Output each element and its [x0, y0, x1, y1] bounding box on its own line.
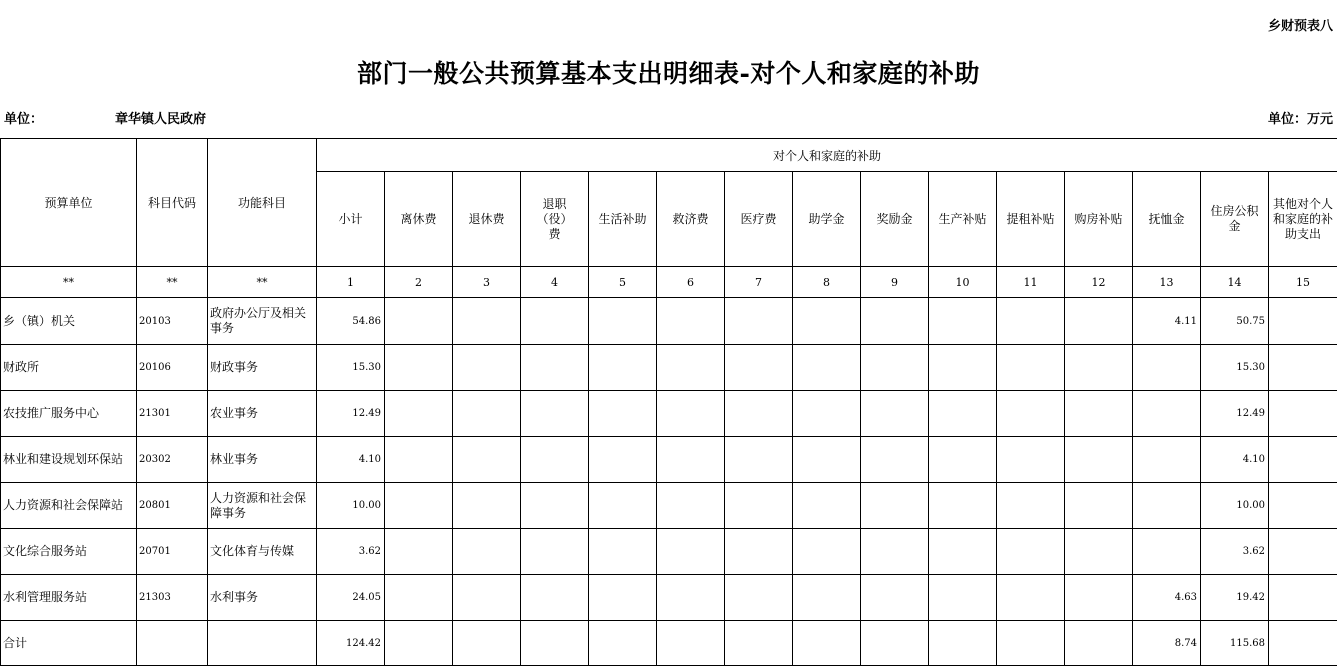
value-cell — [1269, 621, 1337, 666]
value-cell: 24.05 — [317, 575, 385, 621]
marker-cell: 13 — [1133, 267, 1201, 298]
column-header: 医疗费 — [725, 172, 793, 267]
function-subject-cell: 政府办公厅及相关事务 — [208, 298, 317, 345]
value-cell — [453, 529, 521, 575]
table-row — [1, 529, 1337, 575]
value-cell — [589, 391, 657, 437]
value-cell — [1133, 437, 1201, 483]
marker-cell: ** — [208, 267, 317, 298]
value-cell — [1269, 529, 1337, 575]
value-cell — [453, 621, 521, 666]
budget-unit-cell: 水利管理服务站 — [1, 575, 137, 621]
value-cell — [589, 437, 657, 483]
value-cell — [725, 437, 793, 483]
value-cell — [385, 483, 453, 529]
function-subject-cell: 文化体育与传媒 — [208, 529, 317, 575]
value-cell — [657, 575, 725, 621]
value-cell — [1269, 437, 1337, 483]
column-header: 生活补助 — [589, 172, 657, 267]
total-row — [1, 621, 1337, 666]
value-cell: 8.74 — [1133, 621, 1201, 666]
value-cell — [929, 345, 997, 391]
value-cell — [861, 437, 929, 483]
value-cell — [521, 298, 589, 345]
marker-cell: 3 — [453, 267, 521, 298]
subject-code-cell: 20801 — [137, 483, 208, 529]
value-cell — [929, 621, 997, 666]
value-cell — [725, 483, 793, 529]
header-function-subject: 功能科目 — [208, 139, 317, 267]
value-cell — [1133, 391, 1201, 437]
header-group: 对个人和家庭的补助 — [317, 139, 1337, 172]
value-cell — [657, 529, 725, 575]
value-cell: 4.10 — [1201, 437, 1269, 483]
value-cell: 3.62 — [317, 529, 385, 575]
column-header: 其他对个人和家庭的补助支出 — [1269, 172, 1337, 267]
value-cell — [1065, 437, 1133, 483]
budget-unit-cell: 林业和建设规划环保站 — [1, 437, 137, 483]
value-cell — [929, 391, 997, 437]
value-cell — [589, 298, 657, 345]
value-cell: 4.10 — [317, 437, 385, 483]
value-cell — [725, 575, 793, 621]
column-header: 退职（役）费 — [521, 172, 589, 267]
value-cell — [589, 621, 657, 666]
value-cell — [1065, 529, 1133, 575]
value-cell — [793, 298, 861, 345]
budget-unit-cell: 财政所 — [1, 345, 137, 391]
budget-unit-cell: 合计 — [1, 621, 137, 666]
value-cell — [861, 575, 929, 621]
value-cell — [521, 483, 589, 529]
value-cell — [657, 483, 725, 529]
marker-cell: 7 — [725, 267, 793, 298]
marker-cell: 11 — [997, 267, 1065, 298]
value-cell — [1065, 575, 1133, 621]
value-cell — [1065, 483, 1133, 529]
value-cell: 50.75 — [1201, 298, 1269, 345]
column-header: 奖励金 — [861, 172, 929, 267]
column-header: 生产补贴 — [929, 172, 997, 267]
subject-code-cell: 20106 — [137, 345, 208, 391]
marker-cell: 1 — [317, 267, 385, 298]
value-cell — [793, 345, 861, 391]
column-header: 抚恤金 — [1133, 172, 1201, 267]
column-header: 提租补贴 — [997, 172, 1065, 267]
value-cell — [589, 529, 657, 575]
budget-unit-cell: 农技推广服务中心 — [1, 391, 137, 437]
value-cell: 4.11 — [1133, 298, 1201, 345]
value-cell — [929, 298, 997, 345]
column-header: 购房补贴 — [1065, 172, 1133, 267]
value-cell — [453, 391, 521, 437]
marker-cell: 10 — [929, 267, 997, 298]
value-cell — [861, 483, 929, 529]
function-subject-cell: 农业事务 — [208, 391, 317, 437]
table-row — [1, 483, 1337, 529]
value-cell — [521, 345, 589, 391]
value-cell — [1269, 298, 1337, 345]
value-cell — [793, 391, 861, 437]
function-subject-cell — [208, 621, 317, 666]
marker-cell: ** — [1, 267, 137, 298]
value-cell — [521, 529, 589, 575]
column-header: 助学金 — [793, 172, 861, 267]
value-cell — [725, 298, 793, 345]
subject-code-cell: 21301 — [137, 391, 208, 437]
money-unit: 单位：万元 — [1267, 112, 1333, 127]
value-cell — [385, 621, 453, 666]
marker-cell: 6 — [657, 267, 725, 298]
value-cell — [657, 391, 725, 437]
value-cell — [861, 391, 929, 437]
value-cell — [1133, 483, 1201, 529]
value-cell — [453, 298, 521, 345]
value-cell — [997, 575, 1065, 621]
table-row — [1, 391, 1337, 437]
value-cell — [1065, 621, 1133, 666]
marker-cell: 12 — [1065, 267, 1133, 298]
value-cell: 19.42 — [1201, 575, 1269, 621]
value-cell — [997, 621, 1065, 666]
value-cell — [997, 437, 1065, 483]
budget-unit-cell: 乡（镇）机关 — [1, 298, 137, 345]
value-cell — [1269, 345, 1337, 391]
value-cell: 10.00 — [1201, 483, 1269, 529]
marker-cell: 4 — [521, 267, 589, 298]
value-cell: 54.86 — [317, 298, 385, 345]
subject-code-cell: 20302 — [137, 437, 208, 483]
header-budget-unit: 预算单位 — [1, 139, 137, 267]
value-cell — [589, 345, 657, 391]
value-cell — [929, 437, 997, 483]
value-cell — [725, 529, 793, 575]
value-cell — [997, 345, 1065, 391]
value-cell — [521, 391, 589, 437]
value-cell — [793, 621, 861, 666]
value-cell — [861, 529, 929, 575]
column-header: 小计 — [317, 172, 385, 267]
marker-row — [1, 267, 1337, 298]
value-cell — [1269, 391, 1337, 437]
value-cell — [997, 298, 1065, 345]
value-cell — [929, 529, 997, 575]
value-cell — [929, 575, 997, 621]
column-header: 救济费 — [657, 172, 725, 267]
value-cell — [861, 345, 929, 391]
subject-code-cell: 20103 — [137, 298, 208, 345]
value-cell — [657, 298, 725, 345]
value-cell — [997, 391, 1065, 437]
header-subject-code: 科目代码 — [137, 139, 208, 267]
value-cell — [1269, 575, 1337, 621]
table-row — [1, 345, 1337, 391]
function-subject-cell: 财政事务 — [208, 345, 317, 391]
value-cell — [997, 483, 1065, 529]
value-cell — [521, 621, 589, 666]
table-row — [1, 437, 1337, 483]
function-subject-cell: 水利事务 — [208, 575, 317, 621]
value-cell: 3.62 — [1201, 529, 1269, 575]
table-code: 乡财预表八 — [1267, 19, 1333, 34]
value-cell — [657, 345, 725, 391]
value-cell — [589, 483, 657, 529]
function-subject-cell: 人力资源和社会保障事务 — [208, 483, 317, 529]
value-cell — [1065, 391, 1133, 437]
value-cell: 124.42 — [317, 621, 385, 666]
value-cell — [453, 437, 521, 483]
marker-cell: 8 — [793, 267, 861, 298]
value-cell — [1065, 298, 1133, 345]
subject-code-cell — [137, 621, 208, 666]
value-cell — [385, 391, 453, 437]
value-cell: 12.49 — [1201, 391, 1269, 437]
value-cell — [793, 437, 861, 483]
value-cell — [385, 575, 453, 621]
value-cell — [1133, 529, 1201, 575]
value-cell — [385, 298, 453, 345]
column-header: 住房公积金 — [1201, 172, 1269, 267]
marker-cell: 14 — [1201, 267, 1269, 298]
value-cell — [725, 621, 793, 666]
marker-cell: 2 — [385, 267, 453, 298]
subject-code-cell: 21303 — [137, 575, 208, 621]
function-subject-cell: 林业事务 — [208, 437, 317, 483]
unit-name: 章华镇人民政府 — [115, 112, 207, 127]
value-cell — [589, 575, 657, 621]
table-row — [1, 575, 1337, 621]
value-cell — [725, 391, 793, 437]
column-header: 离休费 — [385, 172, 453, 267]
value-cell — [1269, 483, 1337, 529]
table-row — [1, 298, 1337, 345]
value-cell: 12.49 — [317, 391, 385, 437]
page-title: 部门一般公共预算基本支出明细表-对个人和家庭的补助 — [357, 59, 980, 88]
value-cell — [385, 437, 453, 483]
value-cell — [453, 483, 521, 529]
value-cell — [997, 529, 1065, 575]
value-cell: 10.00 — [317, 483, 385, 529]
marker-cell: ** — [137, 267, 208, 298]
value-cell: 115.68 — [1201, 621, 1269, 666]
value-cell — [793, 529, 861, 575]
value-cell — [725, 345, 793, 391]
value-cell — [861, 621, 929, 666]
value-cell — [1133, 345, 1201, 391]
marker-cell: 15 — [1269, 267, 1337, 298]
value-cell: 4.63 — [1133, 575, 1201, 621]
value-cell — [521, 437, 589, 483]
value-cell: 15.30 — [1201, 345, 1269, 391]
budget-unit-cell: 文化综合服务站 — [1, 529, 137, 575]
value-cell — [1065, 345, 1133, 391]
value-cell: 15.30 — [317, 345, 385, 391]
marker-cell: 9 — [861, 267, 929, 298]
value-cell — [385, 529, 453, 575]
value-cell — [453, 345, 521, 391]
value-cell — [453, 575, 521, 621]
value-cell — [657, 621, 725, 666]
value-cell — [521, 575, 589, 621]
value-cell — [861, 298, 929, 345]
value-cell — [385, 345, 453, 391]
marker-cell: 5 — [589, 267, 657, 298]
subject-code-cell: 20701 — [137, 529, 208, 575]
budget-unit-cell: 人力资源和社会保障站 — [1, 483, 137, 529]
value-cell — [793, 483, 861, 529]
column-header: 退休费 — [453, 172, 521, 267]
value-cell — [657, 437, 725, 483]
value-cell — [793, 575, 861, 621]
budget-table — [0, 138, 1337, 666]
value-cell — [929, 483, 997, 529]
unit-label: 单位： — [4, 112, 44, 127]
